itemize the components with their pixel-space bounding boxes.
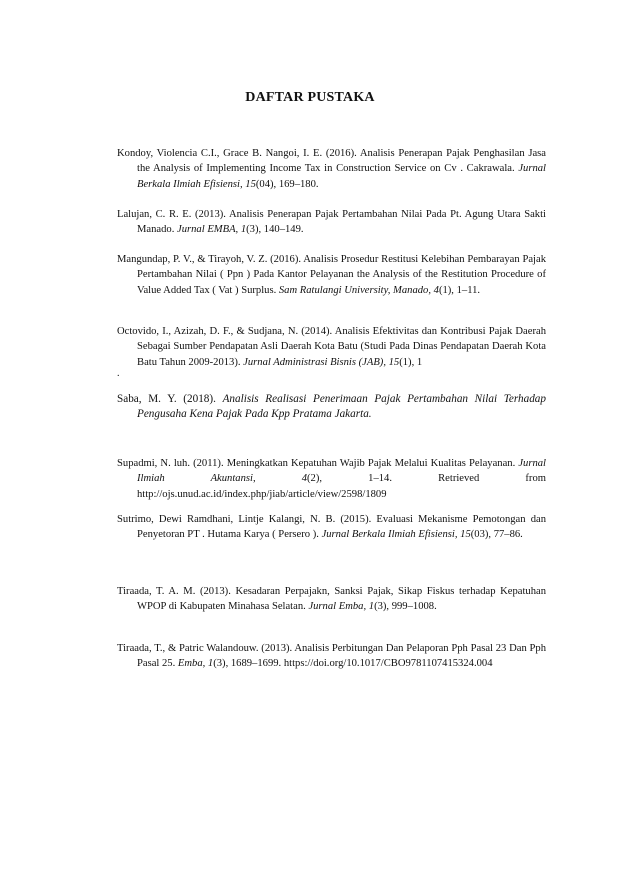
reference-item: Lalujan, C. R. E. (2013). Analisis Penerapan Pajak Pertambahan Nilai Pada Pt. Agung Utara Sakti Manado. Jurnal EMBA, 1(3), 140–149. (117, 208, 546, 236)
stray-mark: . (117, 368, 120, 379)
reference-item: Tiraada, T. A. M. (2013). Kesadaran Perpajakn, Sanksi Pajak, Sikap Fiskus terhadap Kepatuhan WPOP di Kabupaten Minahasa Selatan. Jurnal Emba, 1(3), 999–1008. (117, 585, 546, 613)
journal-name: Sam Ratulangi University, Manado, 4 (278, 284, 439, 296)
reference-item: Sutrimo, Dewi Ramdhani, Lintje Kalangi, N. B. (2015). Evaluasi Mekanisme Pemotongan dan Penyetoran PT . Hutama Karya ( Persero ). Jurnal Berkala Ilmiah Efisiensi, 15(03), 77–86. (117, 513, 546, 541)
reference-item: Mangundap, P. V., & Tirayoh, V. Z. (2016). Analisis Prosedur Restitusi Kelebihan Pembarayan Pajak Pertambahan Nilai ( Ppn ) Pada Kantor Pelayanan the Analysis of the Restitution Procedure of Value Added Tax ( Vat ) Surplus. Sam Ratulangi University, Manado, 4(1), 1–11. (117, 253, 546, 296)
journal-name: Emba, 1 (177, 658, 214, 670)
journal-name: Jurnal Berkala Ilmiah Efisiensi, 15 (137, 163, 546, 190)
journal-name: Jurnal Berkala Ilmiah Efisiensi, 15 (321, 529, 471, 541)
reference-item: Saba, M. Y. (2018). Analisis Realisasi Penerimaan Pajak Pertambahan Nilai Terhadap Pengusaha Kena Pajak Pada Kpp Pratama Jakarta. (117, 393, 546, 420)
journal-name: Jurnal Administrasi Bisnis (JAB), 15 (243, 356, 400, 368)
journal-name: Jurnal Ilmiah Akuntansi, 4 (137, 457, 546, 485)
journal-name: Jurnal EMBA, 1 (177, 224, 247, 236)
reference-item: Kondoy, Violencia C.I., Grace B. Nangoi, I. E. (2016). Analisis Penerapan Pajak Penghasilan Jasa the Analysis of Implementing Income Tax in Construction Service on Cv . Cakrawala. Jurnal Berkala Ilmiah Efisiensi, 15(04), 169–180. (117, 147, 546, 190)
journal-name: Analisis Realisasi Penerimaan Pajak Pertambahan Nilai Terhadap Pengusaha Kena Pajak Pada Kpp Pratama Jakarta. (137, 393, 546, 420)
reference-item: Supadmi, N. luh. (2011). Meningkatkan Kepatuhan Wajib Pajak Melalui Kualitas Pelayanan. Jurnal Ilmiah Akuntansi, 4(2), 1–14. Retrieved from http://ojs.unud.ac.id/index.php/jiab/article/view/2598/1809 (117, 457, 546, 500)
journal-name: Jurnal Emba, 1 (308, 601, 375, 613)
reference-item: Tiraada, T., & Patric Walandouw. (2013). Analisis Perbitungan Dan Pelaporan Pph Pasal 23 Dan Pph Pasal 25. Emba, 1(3), 1689–1699. https://doi.org/10.1017/CBO9781107415324.004 (117, 642, 546, 670)
reference-item: Octovido, I., Azizah, D. F., & Sudjana, N. (2014). Analisis Efektivitas dan Kontribusi Pajak Daerah Sebagai Sumber Pendapatan Asli Daerah Kota Batu (Studi Pada Dinas Pendapatan Daerah Kota Batu Tahun 2009-2013). Jurnal Administrasi Bisnis (JAB), 15(1), 1 (117, 325, 546, 368)
page-title: DAFTAR PUSTAKA (245, 90, 375, 105)
